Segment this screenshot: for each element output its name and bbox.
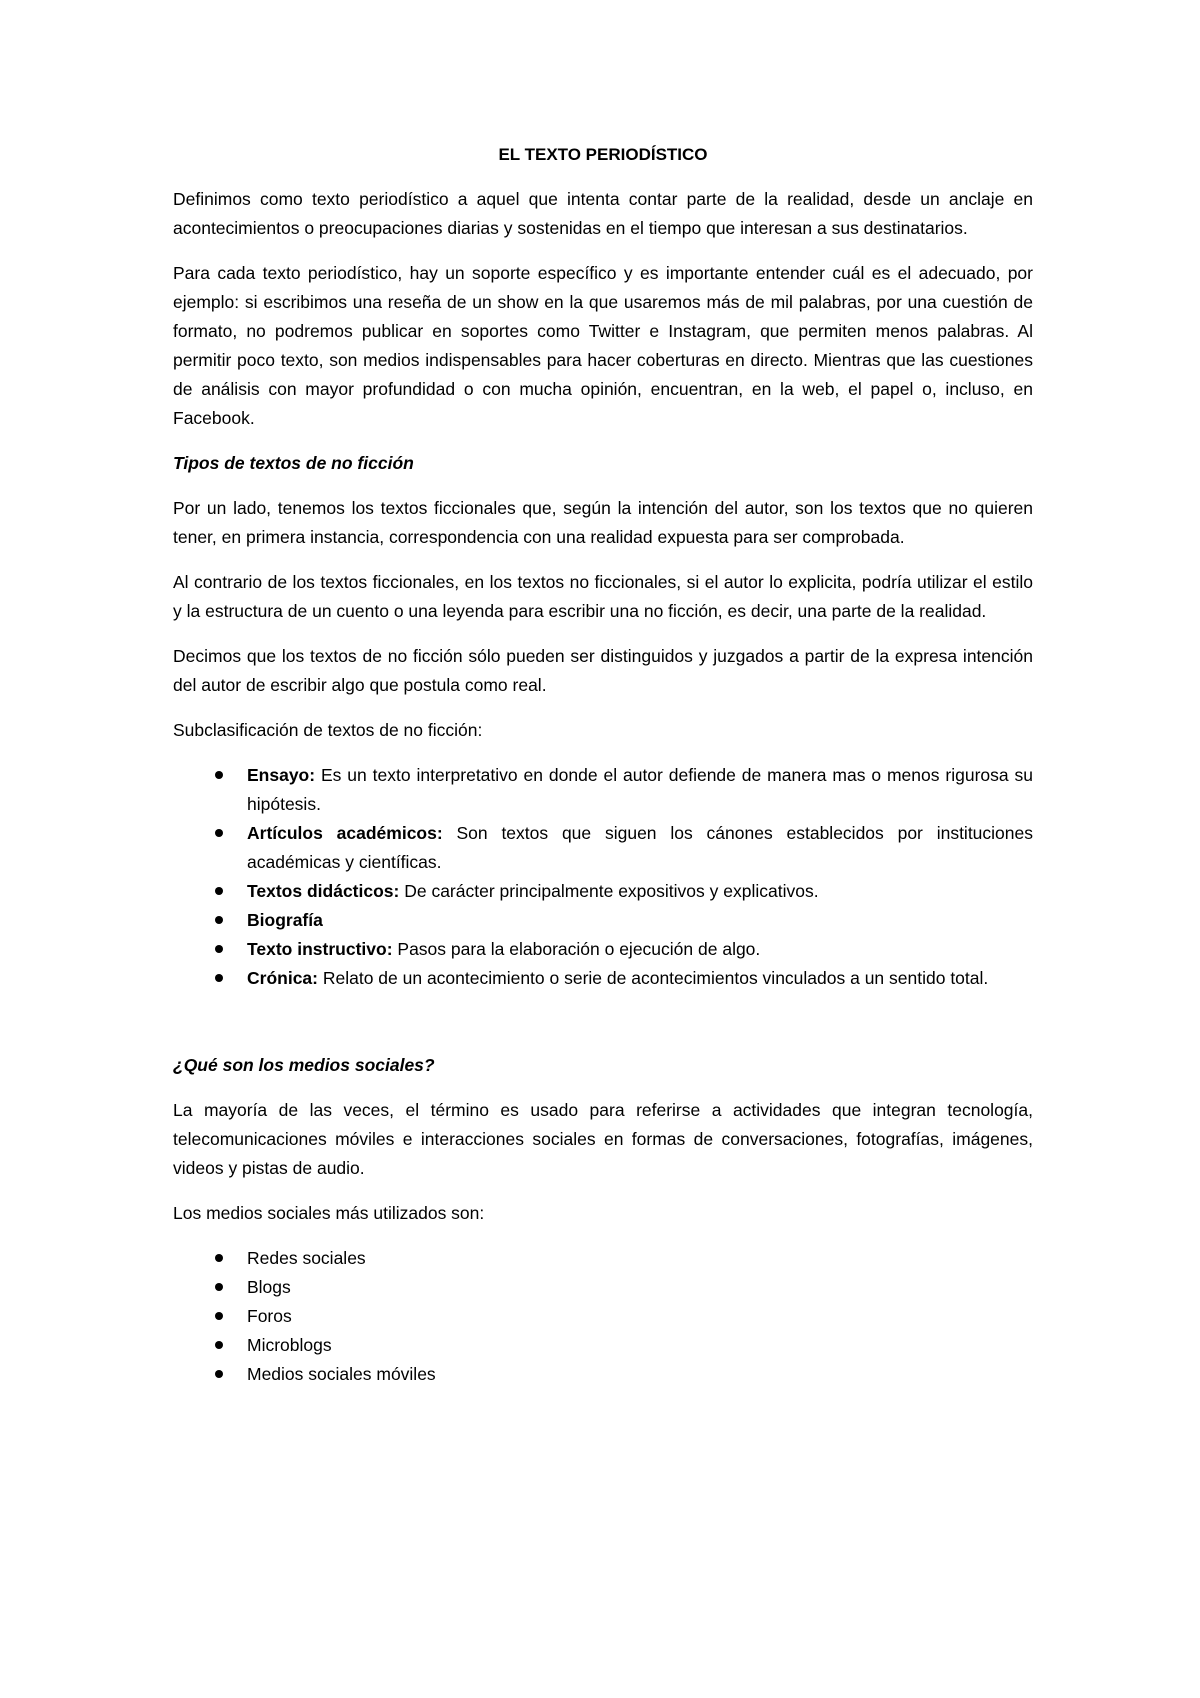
list-item — [173, 877, 1033, 906]
bullet-icon — [215, 974, 223, 982]
section2-paragraph-1: La mayoría de las veces, el término es usado para referirse a actividades que integran tecnología, telecomunicaciones móviles e interacciones sociales en formas de conversaciones, fotografías, imágenes, videos y pistas de audio. — [173, 1100, 1033, 1178]
bullet-icon — [215, 945, 223, 953]
list-item-term: Artículos académicos: — [247, 823, 443, 843]
bullet-icon — [215, 1312, 223, 1320]
section2-paragraph-2: Los medios sociales más utilizados son: — [173, 1203, 485, 1223]
section1-paragraph-4: Subclasificación de textos de no ficción: — [173, 720, 483, 740]
list-item — [173, 1244, 1033, 1273]
bullet-icon — [215, 1370, 223, 1378]
bullet-icon — [215, 1341, 223, 1349]
section1-paragraph-2: Al contrario de los textos ficcionales, en los textos no ficcionales, si el autor lo explicita, podría utilizar el estilo y la estructura de un cuento o una leyenda para escribir una no ficción, es decir, una parte de la realidad. — [173, 572, 1033, 621]
social-media-list — [173, 1244, 1033, 1389]
spacer — [173, 1009, 1033, 1051]
list-item-desc: De carácter principalmente expositivos y explicativos. — [399, 881, 819, 901]
list-item-desc: Pasos para la elaboración o ejecución de algo. — [392, 939, 761, 959]
list-item — [173, 1273, 1033, 1302]
bullet-icon — [215, 829, 223, 837]
document-title: EL TEXTO PERIODÍSTICO — [498, 145, 708, 164]
list-item — [173, 1331, 1033, 1360]
bullet-icon — [215, 1283, 223, 1291]
section1-paragraph-3: Decimos que los textos de no ficción sólo pueden ser distinguidos y juzgados a partir de la expresa intención del autor de escribir algo que postula como real. — [173, 646, 1033, 695]
list-item-text: Medios sociales móviles — [247, 1364, 436, 1384]
intro-paragraph-1: Definimos como texto periodístico a aquel que intenta contar parte de la realidad, desde un anclaje en acontecimientos o preocupaciones diarias y sostenidas en el tiempo que interesan a sus destinatarios. — [173, 189, 1033, 238]
list-item — [173, 1360, 1033, 1389]
list-item — [173, 819, 1033, 877]
bullet-icon — [215, 771, 223, 779]
list-item — [173, 964, 1033, 993]
non-fiction-types-list — [173, 761, 1033, 993]
list-item-text: Redes sociales — [247, 1248, 366, 1268]
bullet-icon — [215, 916, 223, 924]
list-item-term: Biografía — [247, 910, 323, 930]
list-item-desc: Relato de un acontecimiento o serie de acontecimientos vinculados a un sentido total. — [317, 968, 989, 988]
list-item — [173, 761, 1033, 819]
list-item — [173, 906, 1033, 935]
section-heading-non-fiction: Tipos de textos de no ficción — [173, 453, 414, 473]
intro-paragraph-2: Para cada texto periodístico, hay un soporte específico y es importante entender cuál es el adecuado, por ejemplo: si escribimos una reseña de un show en la que usaremos más de mil palabras, por una cuestión de formato, no podremos publicar en soportes como Twitter e Instagram, que permiten menos palabras. Al permitir poco texto, son medios indispensables para hacer coberturas en directo. Mientras que las cuestiones de análisis con mayor profundidad o con mucha opinión, encuentran, en la web, el papel o, incluso, en Facebook. — [173, 263, 1033, 428]
section1-paragraph-1: Por un lado, tenemos los textos ficcionales que, según la intención del autor, son los textos que no quieren tener, en primera instancia, correspondencia con una realidad expuesta para ser comprobada. — [173, 498, 1033, 547]
list-item-term: Crónica: — [247, 968, 318, 988]
bullet-icon — [215, 1254, 223, 1262]
list-item-desc: Son textos que siguen los cánones establecidos por instituciones académicas y científicas. — [247, 823, 1034, 872]
bullet-icon — [215, 887, 223, 895]
list-item-text: Blogs — [247, 1277, 291, 1297]
list-item-term: Textos didácticos: — [247, 881, 400, 901]
section-heading-social-media: ¿Qué son los medios sociales? — [173, 1055, 435, 1075]
list-item-text: Microblogs — [247, 1335, 332, 1355]
list-item-term: Texto instructivo: — [247, 939, 393, 959]
list-item-term: Ensayo: — [247, 765, 316, 785]
document-body — [173, 140, 1033, 1405]
list-item-desc: Es un texto interpretativo en donde el autor defiende de manera mas o menos rigurosa su hipótesis. — [247, 765, 1033, 814]
list-item — [173, 1302, 1033, 1331]
list-item-text: Foros — [247, 1306, 292, 1326]
list-item — [173, 935, 1033, 964]
